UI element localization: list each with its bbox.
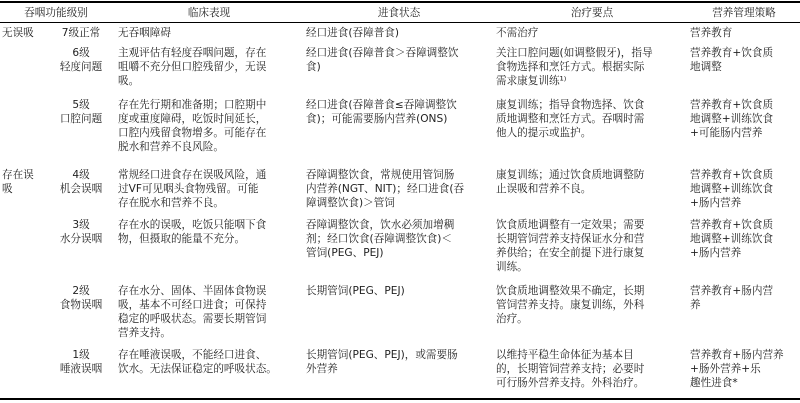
header-rule [0, 22, 800, 23]
row-nutrition: 营养教育+饮食质 地调整+训练饮食 +肠内营养 [690, 219, 774, 259]
row-level: 2级 食物误咽 [59, 285, 103, 311]
bottom-rule [0, 398, 800, 400]
row-clinical: 无吞咽障碍 [118, 27, 171, 39]
row-treatment: 康复训练；通过饮食质地调整防 止误吸和营养不良。 [496, 169, 645, 195]
row-feeding: 长期管饲(PEG、PEJ) [306, 285, 405, 297]
header-nutrition: 营养管理策略 [712, 7, 776, 19]
row-level: 1级 唾液误咽 [59, 349, 103, 375]
row-nutrition: 营养教育 [690, 27, 733, 39]
row-treatment: 饮食质地调整效果不确定，长期 管饲营养支持。康复训练，外科 治疗。 [496, 285, 645, 325]
group-no-aspiration: 无误吸 [2, 27, 34, 39]
row-clinical: 存在水的误吸，吃饭只能咽下食 物，但摄取的能量不充分。 [118, 219, 267, 245]
row-level: 5级 口腔问题 [59, 99, 103, 125]
row-treatment: 不需治疗 [496, 27, 539, 39]
row-feeding: 吞障调整饮食，常规使用管饲肠 内营养(NGT、NIT)；经口进食(吞 障调整饮食)＞管饲 [306, 169, 465, 209]
row-nutrition: 营养教育+饮食质 地调整 [690, 47, 774, 73]
header-feeding: 进食状态 [377, 7, 421, 19]
row-feeding: 长期管饲(PEG、PEJ)，或需要肠 外营养 [306, 349, 458, 375]
header-level: 吞咽功能级别 [24, 7, 88, 19]
row-clinical: 存在先行期和准备期；口腔期中 度或重度障碍，吃饭时间延长， 口腔内残留食物增多。可能存在 脱水和营养不良风险。 [118, 99, 267, 153]
row-nutrition: 营养教育+饮食质 地调整+训练饮食 +肠内营养 [690, 169, 774, 209]
row-feeding: 经口进食(吞障普食＞吞障调整饮 食) [306, 47, 459, 73]
header-treatment: 治疗要点 [570, 7, 614, 19]
row-treatment: 关注口腔问题(如调整假牙)，指导 食物选择和烹饪方式。根据实际 需求康复训练¹⁾ [496, 47, 653, 87]
row-treatment: 饮食质地调整有一定效果；需要 长期管饲营养支持保证水分和营 养供给；在安全前提下进行康复 训练。 [496, 219, 645, 273]
header-clinical: 临床表现 [187, 7, 231, 19]
row-treatment: 以维持平稳生命体征为基本目 的，长期管饲营养支持；必要时 可行肠外营养支持。外科治疗。 [496, 349, 645, 389]
row-level: 4级 机会误咽 [59, 169, 103, 195]
row-level: 7级正常 [61, 27, 101, 39]
row-clinical: 存在唾液误吸，不能经口进食、 饮水。无法保证稳定的呼吸状态。 [118, 349, 277, 375]
row-nutrition: 营养教育+饮食质 地调整+训练饮食 +可能肠内营养 [690, 99, 774, 139]
row-level: 6级 轻度问题 [59, 47, 103, 73]
row-nutrition: 营养教育+肠内营 养 [690, 285, 774, 311]
row-clinical: 主观评估有轻度吞咽问题，存在 咀嚼不充分但口腔残留少，无误 吸。 [118, 47, 267, 87]
group-aspiration: 存在误 吸 [2, 169, 34, 195]
row-clinical: 常规经口进食存在误吸风险，通 过VF可见咽头食物残留。可能 存在脱水和营养不良。 [118, 169, 267, 209]
row-level: 3级 水分误咽 [59, 219, 103, 245]
row-treatment: 康复训练；指导食物选择、饮食 质地调整和烹饪方式。吞咽时需 他人的提示或监护。 [496, 99, 645, 139]
row-clinical: 存在水分、固体、半固体食物误 吸，基本不可经口进食；可保持 稳定的呼吸状态。需要长期管饲 营养支持。 [118, 285, 267, 339]
top-rule [0, 1, 800, 3]
row-nutrition: 营养教育+肠内营养 +肠外营养+乐 趣性进食* [690, 349, 784, 389]
row-feeding: 吞障调整饮食，饮水必须加增稠 剂；经口饮食(吞障调整饮食)＜ 管饲(PEG、PEJ) [306, 219, 455, 259]
row-feeding: 经口进食(吞障普食) [306, 27, 400, 39]
row-feeding: 经口进食(吞障普食≤吞障调整饮 食)；可能需要肠内营养(ONS) [306, 99, 457, 125]
